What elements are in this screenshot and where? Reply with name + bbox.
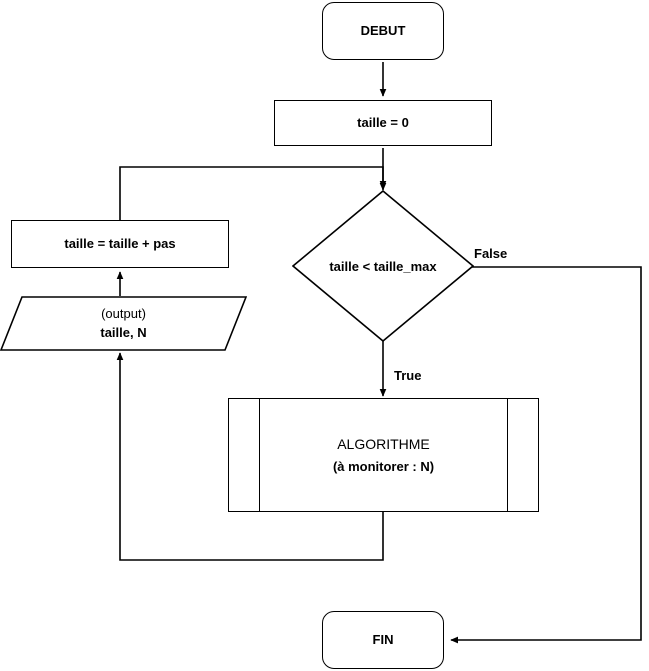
node-fin-label: FIN (372, 632, 394, 648)
node-algorithme-label-top: ALGORITHME (337, 435, 430, 452)
node-debut-label: DEBUT (360, 23, 406, 39)
node-output-label-top: (output) (101, 306, 146, 322)
node-algorithme[interactable] (228, 398, 539, 512)
subroutine-bar-left (259, 399, 260, 511)
node-fin[interactable] (322, 611, 444, 669)
node-decision-label: taille < taille_max (329, 258, 437, 274)
node-init[interactable] (274, 100, 492, 146)
node-debut[interactable] (322, 2, 444, 60)
node-output[interactable] (0, 296, 247, 351)
node-decision[interactable] (292, 190, 474, 342)
subroutine-bar-right (507, 399, 508, 511)
edge-label-false: False (474, 246, 508, 261)
node-init-label: taille = 0 (357, 115, 409, 131)
node-output-label-bottom: taille, N (100, 324, 147, 340)
node-increment-label: taille = taille + pas (64, 236, 176, 252)
node-increment[interactable] (11, 220, 229, 268)
edge-label-true: True (394, 368, 422, 383)
node-algorithme-label-bottom: (à monitorer : N) (332, 458, 435, 474)
node-output-labels (0, 296, 247, 351)
